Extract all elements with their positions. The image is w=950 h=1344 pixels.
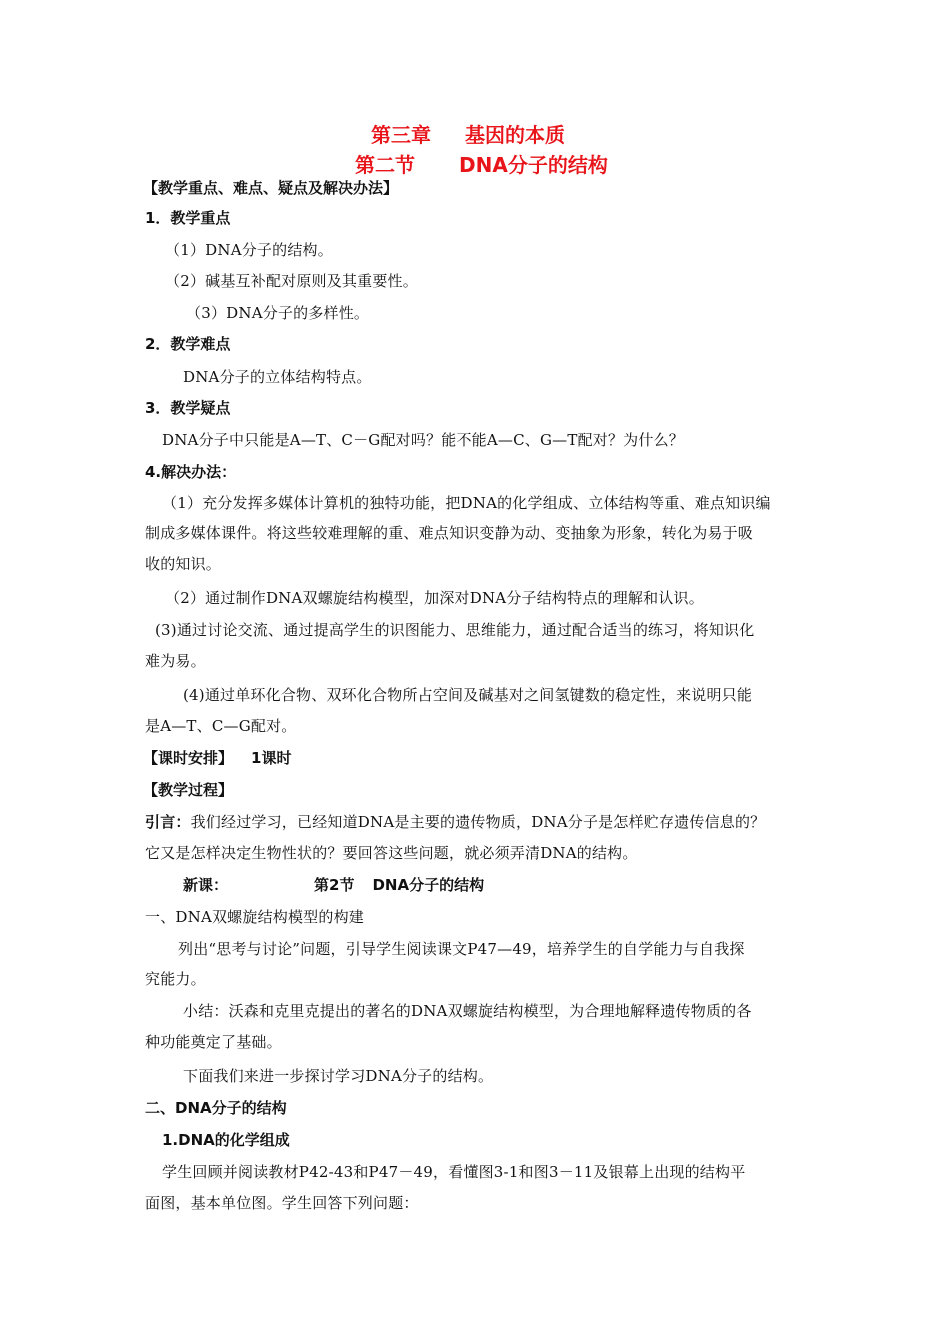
solution-p1-line2: 制成多媒体课件。将这些较难理解的重、难点知识变静为动、变抽象为形象，转化为易于吸 [145, 524, 754, 542]
solution-p1-line3: 收的知识。 [145, 555, 222, 573]
new-lesson-line [183, 874, 484, 895]
process-heading: 【教学过程】 [143, 781, 234, 799]
chapter-name: 基因的本质 [465, 123, 565, 147]
part1-p2-line1: 小结：沃森和克里克提出的著名的DNA双螺旋结构模型，为合理地解释遗传物质的各 [183, 1002, 752, 1020]
schedule [143, 747, 291, 768]
part2-p1-line2: 面图，基本单位图。学生回答下列问题： [145, 1194, 419, 1212]
part2-heading: 二、DNA分子的结构 [145, 1099, 287, 1117]
new-lesson-section: 第2节 [314, 876, 355, 894]
part2-p1-line1: 学生回顾并阅读教材P42-43和P47－49，看懂图3-1和图3－11及银幕上出现的结构平 [162, 1163, 746, 1181]
solution-p3-line2: 难为易。 [145, 652, 206, 670]
intro-text-1: 我们经过学习，已经知道DNA是主要的遗传物质，DNA分子是怎样贮存遗传信息的？ [190, 813, 766, 831]
schedule-label: 【课时安排】 [143, 749, 234, 767]
intro-line1 [145, 811, 765, 832]
chapter-title [371, 119, 565, 148]
section-title [355, 149, 608, 178]
solution-heading: 4.解决办法： [145, 463, 237, 481]
difficulty-text: DNA分子的立体结构特点。 [183, 368, 372, 386]
section-name: DNA分子的结构 [459, 153, 608, 177]
solution-p2: （2）通过制作DNA双螺旋结构模型，加深对DNA分子结构特点的理解和认识。 [165, 589, 704, 607]
doubt-text: DNA分子中只能是A—T、C－G配对吗？能不能A—C、G—T配对？为什么？ [162, 431, 684, 449]
solution-p4-line1: (4)通过单环化合物、双环化合物所占空间及碱基对之间氢键数的稳定性，来说明只能 [183, 686, 753, 704]
focus-item-1: （1）DNA分子的结构。 [165, 241, 333, 259]
part1-heading: 一、DNA双螺旋结构模型的构建 [145, 908, 364, 926]
part1-p1-line1: 列出“思考与讨论”问题，引导学生阅读课文P47—49，培养学生的自学能力与自我探 [178, 940, 745, 958]
focus-item-3: （3）DNA分子的多样性。 [186, 304, 370, 322]
difficulty-heading: 2．教学难点 [145, 335, 231, 353]
new-lesson-label: 新课： [183, 876, 229, 894]
chapter-label: 第三章 [371, 123, 431, 147]
focus-item-2: （2）碱基互补配对原则及其重要性。 [165, 272, 418, 290]
new-lesson-name: DNA分子的结构 [372, 876, 485, 894]
focus-heading: 1．教学重点 [145, 209, 231, 227]
doubt-heading: 3．教学疑点 [145, 399, 231, 417]
part2-sub1: 1.DNA的化学组成 [162, 1131, 290, 1149]
intro-label: 引言： [145, 813, 191, 831]
solution-p1-line1: （1）充分发挥多媒体计算机的独特功能，把DNA的化学组成、立体结构等重、难点知识编 [162, 494, 771, 512]
solution-p3-line1: (3)通过讨论交流、通过提高学生的识图能力、思维能力，通过配合适当的练习，将知识化 [155, 621, 755, 639]
part1-p3: 下面我们来进一步探讨学习DNA分子的结构。 [183, 1067, 494, 1085]
key-points-heading: 【教学重点、难点、疑点及解决办法】 [143, 179, 399, 197]
section-label: 第二节 [355, 153, 415, 177]
intro-line2: 它又是怎样决定生物性状的？要回答这些问题，就必须弄清DNA的结构。 [145, 844, 638, 862]
schedule-value: 1课时 [251, 749, 292, 767]
solution-p4-line2: 是A—T、C—G配对。 [145, 717, 297, 735]
part1-p2-line2: 种功能奠定了基础。 [145, 1033, 282, 1051]
part1-p1-line2: 究能力。 [145, 970, 206, 988]
